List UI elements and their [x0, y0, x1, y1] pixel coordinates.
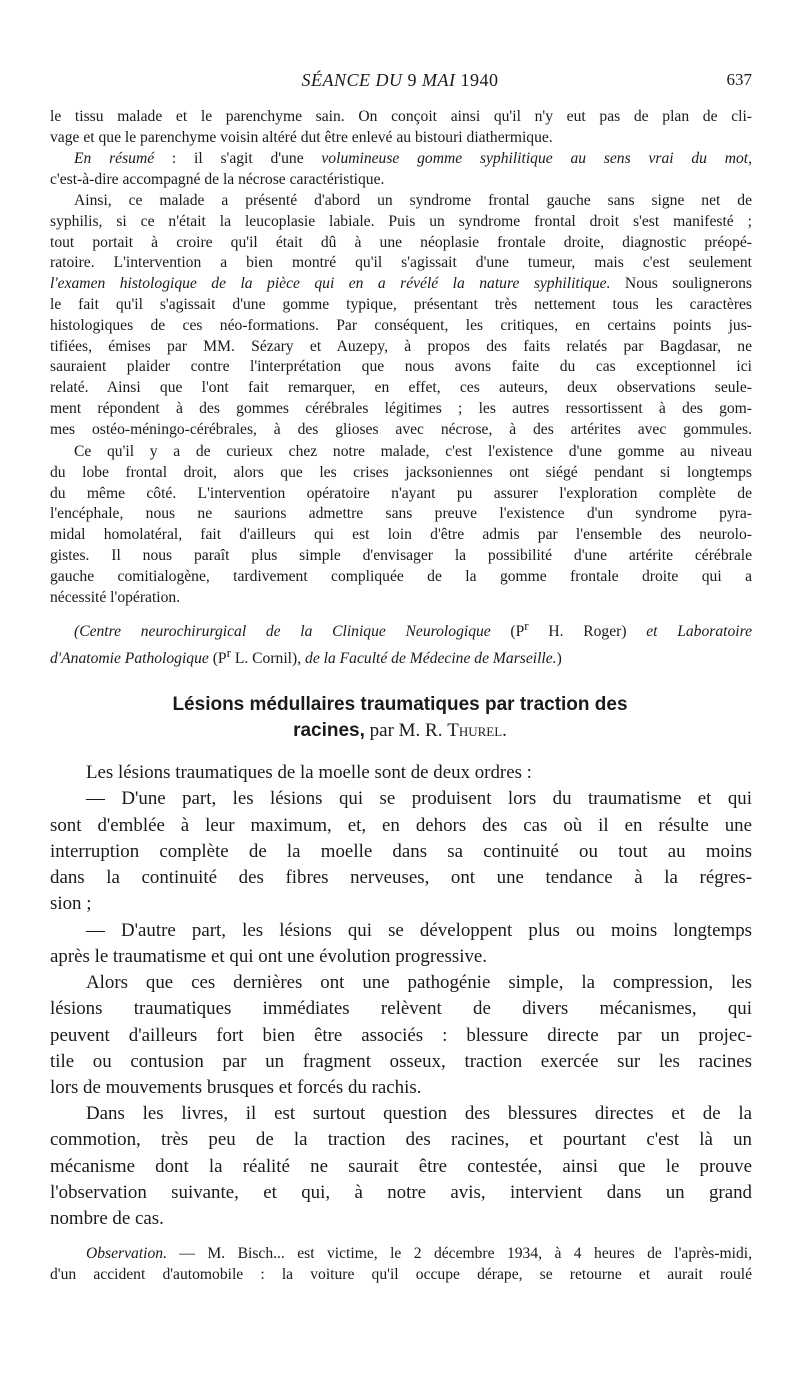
text-line: midal homolatéral, fait d'ailleurs qui est loin d'être admis par l'ensemble des neurolo- [50, 526, 752, 544]
observation-label: Observation. [86, 1245, 167, 1262]
text-segment: Nous soulignerons [610, 275, 752, 293]
superscript: r [226, 644, 231, 660]
text-line [50, 616, 752, 643]
affiliation-laboratory: d'Anatomie Pathologique [50, 650, 209, 668]
text-line: — D'autre part, les lésions qui se développent plus ou moins longtemps [86, 919, 752, 941]
text-line: le fait qu'il s'agissait d'une gomme typique, présentant très nettement tous les caractères [50, 295, 752, 313]
text-line: le tissu malade et le parenchyme sain. On conçoit ainsi qu'il n'y eut pas de plan de cli- [50, 108, 752, 125]
author-name: Thurel. [447, 720, 507, 741]
text-line: lors de mouvements brusques et forcés du rachis. [50, 1077, 422, 1099]
paragraph-observation [50, 1244, 752, 1286]
text-line: dans la continuité des fibres nerveuses, ont une tendance à la régres- [50, 867, 752, 889]
page-header [48, 70, 752, 96]
running-head-month: MAI [422, 70, 456, 90]
text-line: tile ou contusion par un fragment osseux, traction exercée sur les racines [50, 1050, 752, 1072]
superscript: r [524, 618, 529, 633]
text-segment: et Laboratoire [646, 623, 752, 641]
text-line: syphilis, si ce n'était la leucoplasie labiale. Puis un syndrome frontal droit s'est manifesté ; [50, 212, 752, 230]
paragraph-surgery [50, 107, 752, 149]
text-line: gauche comitialogène, tardivement compliquée de la gomme frontale droite qui a [50, 567, 752, 585]
author-byline [365, 720, 507, 741]
text-line: l'observation suivante, et qui, à notre avis, intervient dans un grand [50, 1181, 752, 1203]
text-line: vage et que le parenchyme voisin altéré dut être enlevé au bistouri diathermique. [50, 128, 553, 146]
text-segment: (P [208, 650, 227, 668]
text-line: Ainsi, ce malade a présenté d'abord un syndrome frontal gauche sans signe net de [74, 192, 752, 209]
affiliation-faculty: de la Faculté de Médecine de Marseille. [305, 650, 557, 668]
text-line: Alors que ces dernières ont une pathogénie simple, la compression, les [86, 972, 752, 993]
text-line: Les lésions traumatiques de la moelle sont de deux ordres : [86, 762, 532, 783]
paragraph-resume [50, 149, 752, 191]
running-head-seance: SÉANCE DU [301, 70, 403, 90]
text-line: nombre de cas. [50, 1208, 164, 1230]
text-line: histologiques de ces néo-formations. Par conséquent, les critiques, en certains points jus- [50, 316, 752, 334]
resume-label: En résumé [74, 150, 155, 167]
text-line: c'est-à-dire accompagné de la nécrose caractéristique. [50, 170, 385, 188]
text-line: sont d'emblée à leur maximum, et, en dehors des cas où il en résulte une [50, 814, 752, 836]
text-line: l'encéphale, nous ne saurions admettre sans preuve l'existence d'un syndrome pyra- [50, 505, 752, 523]
text-line: ment répondent à des gommes cérébrales légitimes ; les autres ressortissent à des gom- [50, 399, 752, 417]
text-line: Ce qu'il y a de curieux chez notre malade, c'est l'existence d'une gomme au niveau [74, 443, 752, 460]
text-segment: L. Cornil), [230, 650, 306, 668]
histology-emphasis: l'examen histologique de la pièce qui en a révélé la nature syphilitique. [50, 275, 611, 293]
text-line: mes ostéo-méningo-cérébrales, à des glioses avec nécrose, à des artérites avec gommules. [50, 420, 752, 438]
text-line: nécessité l'opération. [50, 588, 181, 606]
page-number: 637 [726, 70, 752, 89]
text-line: d'un accident d'automobile : la voiture qu'il occupe dérape, se retourne et aurait roulé [50, 1265, 752, 1283]
running-head-day: 9 [407, 70, 417, 90]
text-line: interruption complète de la moelle dans sa continuité ou tout au moins [50, 840, 752, 862]
paragraph-discussion [50, 191, 752, 441]
text-line: — D'une part, les lésions qui se produisent lors du traumatisme et qui [86, 788, 752, 810]
title-text: racines, [293, 720, 365, 741]
article-title [48, 692, 752, 744]
text-line: du lobe frontal droit, alors que les crises jacksoniennes ont siégé pendant si longtemps [50, 463, 752, 481]
author-prefix: par M. R. [364, 720, 448, 741]
title-line: Lésions médullaires traumatiques par traction des [172, 694, 628, 715]
affiliation-note [50, 616, 752, 670]
text-line: commotion, très peu de la traction des racines, et pourtant c'est là un [50, 1129, 752, 1151]
running-head [48, 70, 752, 91]
text-line [50, 149, 752, 170]
text-line: sion ; [50, 893, 92, 915]
text-line: gistes. Il nous paraît plus simple d'envisager la possibilité d'une artérite cérébrale [50, 546, 752, 564]
text-line [50, 274, 752, 295]
paragraph-traction [50, 1101, 752, 1232]
text-line: Dans les livres, il est surtout question des blessures directes et de la [86, 1103, 752, 1124]
text-line: tifiées, émises par MM. Sézary et Auzepy, à propos des faits relatés par Bagdasar, ne [50, 337, 752, 355]
resume-text: : il s'agit d'une [154, 150, 322, 167]
text-line: ratoire. L'intervention a bien montré qu'il s'agissait d'une tumeur, mais c'est seulement [50, 254, 752, 272]
text-line [50, 1244, 752, 1265]
running-head-year: 1940 [460, 70, 499, 90]
affiliation-centre: (Centre neurochirurgical de la Clinique Neurologique [74, 623, 491, 641]
text-segment: H. Roger) [528, 623, 647, 641]
paragraph-conclusion [50, 442, 752, 608]
text-line [50, 643, 752, 670]
text-line: relaté. Ainsi que l'ont fait remarquer, en effet, ces auteurs, deux observations seule- [50, 379, 752, 397]
text-line: du même côté. L'intervention opératoire n'ayant pu assurer l'exploration complète de [50, 484, 752, 502]
paragraph-mechanisms [50, 970, 752, 1101]
text-segment: — M. Bisch... est victime, le 2 décembre 1934, à 4 heures de l'après-midi, [167, 1245, 752, 1262]
resume-emphasis: volumineuse gomme syphilitique au sens vrai du mot, [321, 150, 752, 167]
text-line: lésions traumatiques immédiates relèvent de divers mécanismes, qui [50, 998, 752, 1020]
title-line [48, 718, 752, 744]
text-segment: (P [490, 623, 525, 641]
text-line: mécanisme dont la réalité ne saurait être contestée, ainsi que le prouve [50, 1155, 752, 1177]
text-line: après le traumatisme et qui ont une évolution progressive. [50, 946, 487, 968]
text-line: sauraient plaider contre l'interprétation que nous avons faite du cas exceptionnel ici [50, 358, 752, 376]
text-segment: ) [556, 650, 562, 668]
text-line: tout portait à croire qu'il était dû à une néoplasie frontale droite, diagnostic préopé- [50, 233, 752, 251]
text-line: peuvent d'ailleurs fort bien être associés : blessure directe par un projec- [50, 1024, 752, 1046]
paragraph-lesions-intro [50, 760, 752, 970]
